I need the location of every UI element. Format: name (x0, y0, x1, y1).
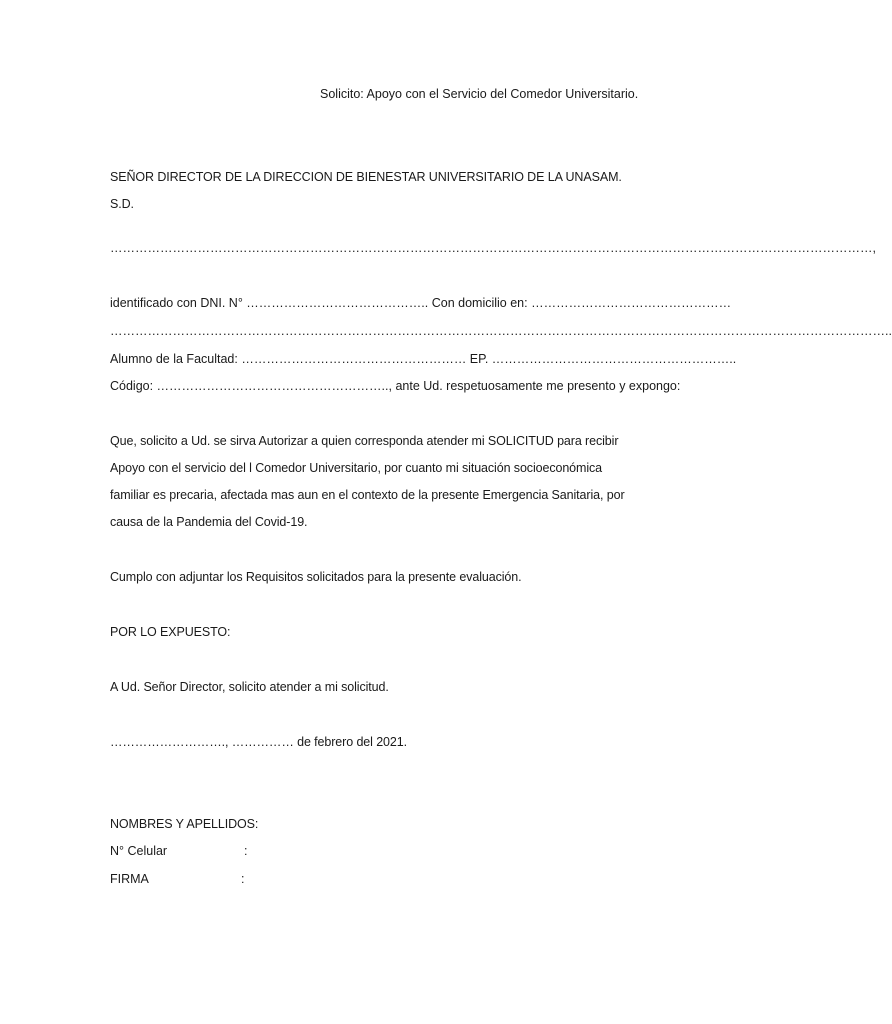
names-label: NOMBRES Y APELLIDOS: (110, 817, 259, 831)
phone-row (110, 843, 247, 859)
subject-line: Solicito: Apoyo con el Servicio del Comedor Universitario. (320, 87, 639, 101)
date-line: ………………………., …………… de febrero del 2021. (110, 735, 407, 749)
address-blank-line: …………………………………………………………………………………………………………………………………………………………………….. (110, 324, 892, 338)
signature-colon: : (241, 872, 245, 886)
body-paragraph-line: familiar es precaria, afectada mas aun en el contexto de la presente Emergencia Sanitaria, por (110, 488, 625, 502)
body-paragraph-line: Apoyo con el servicio del l Comedor Universitario, por cuanto mi situación socioeconómica (110, 461, 603, 475)
addressee-line: SEÑOR DIRECTOR DE LA DIRECCION DE BIENESTAR UNIVERSITARIO DE LA UNASAM. (110, 170, 622, 184)
code-line: Código: ……………………………………………….., ante Ud. respetuosamente me presento y expongo: (110, 379, 681, 393)
phone-colon: : (244, 844, 248, 858)
body-paragraph-line: causa de la Pandemia del Covid-19. (110, 515, 308, 529)
requirements-line: Cumplo con adjuntar los Requisitos solicitados para la presente evaluación. (110, 570, 522, 584)
phone-label: N° Celular (110, 844, 168, 858)
request-line: A Ud. Señor Director, solicito atender a mi solicitud. (110, 680, 389, 694)
signature-label: FIRMA (110, 872, 149, 886)
signature-row (110, 871, 244, 887)
sd-line: S.D. (110, 197, 134, 211)
por-lo-expuesto-heading: POR LO EXPUESTO: (110, 625, 231, 639)
faculty-line: Alumno de la Facultad: ……………………………………………… EP. ………………………………………………….. (110, 352, 737, 366)
name-blank-line: …………………………………………………………………………………………………………………………………………………………………, (110, 241, 876, 255)
body-paragraph-line: Que, solicito a Ud. se sirva Autorizar a quien corresponda atender mi SOLICITUD para recibir (110, 434, 619, 448)
dni-line: identificado con DNI. N° …………………………………….. Con domicilio en: ………………………………………… (110, 296, 732, 310)
